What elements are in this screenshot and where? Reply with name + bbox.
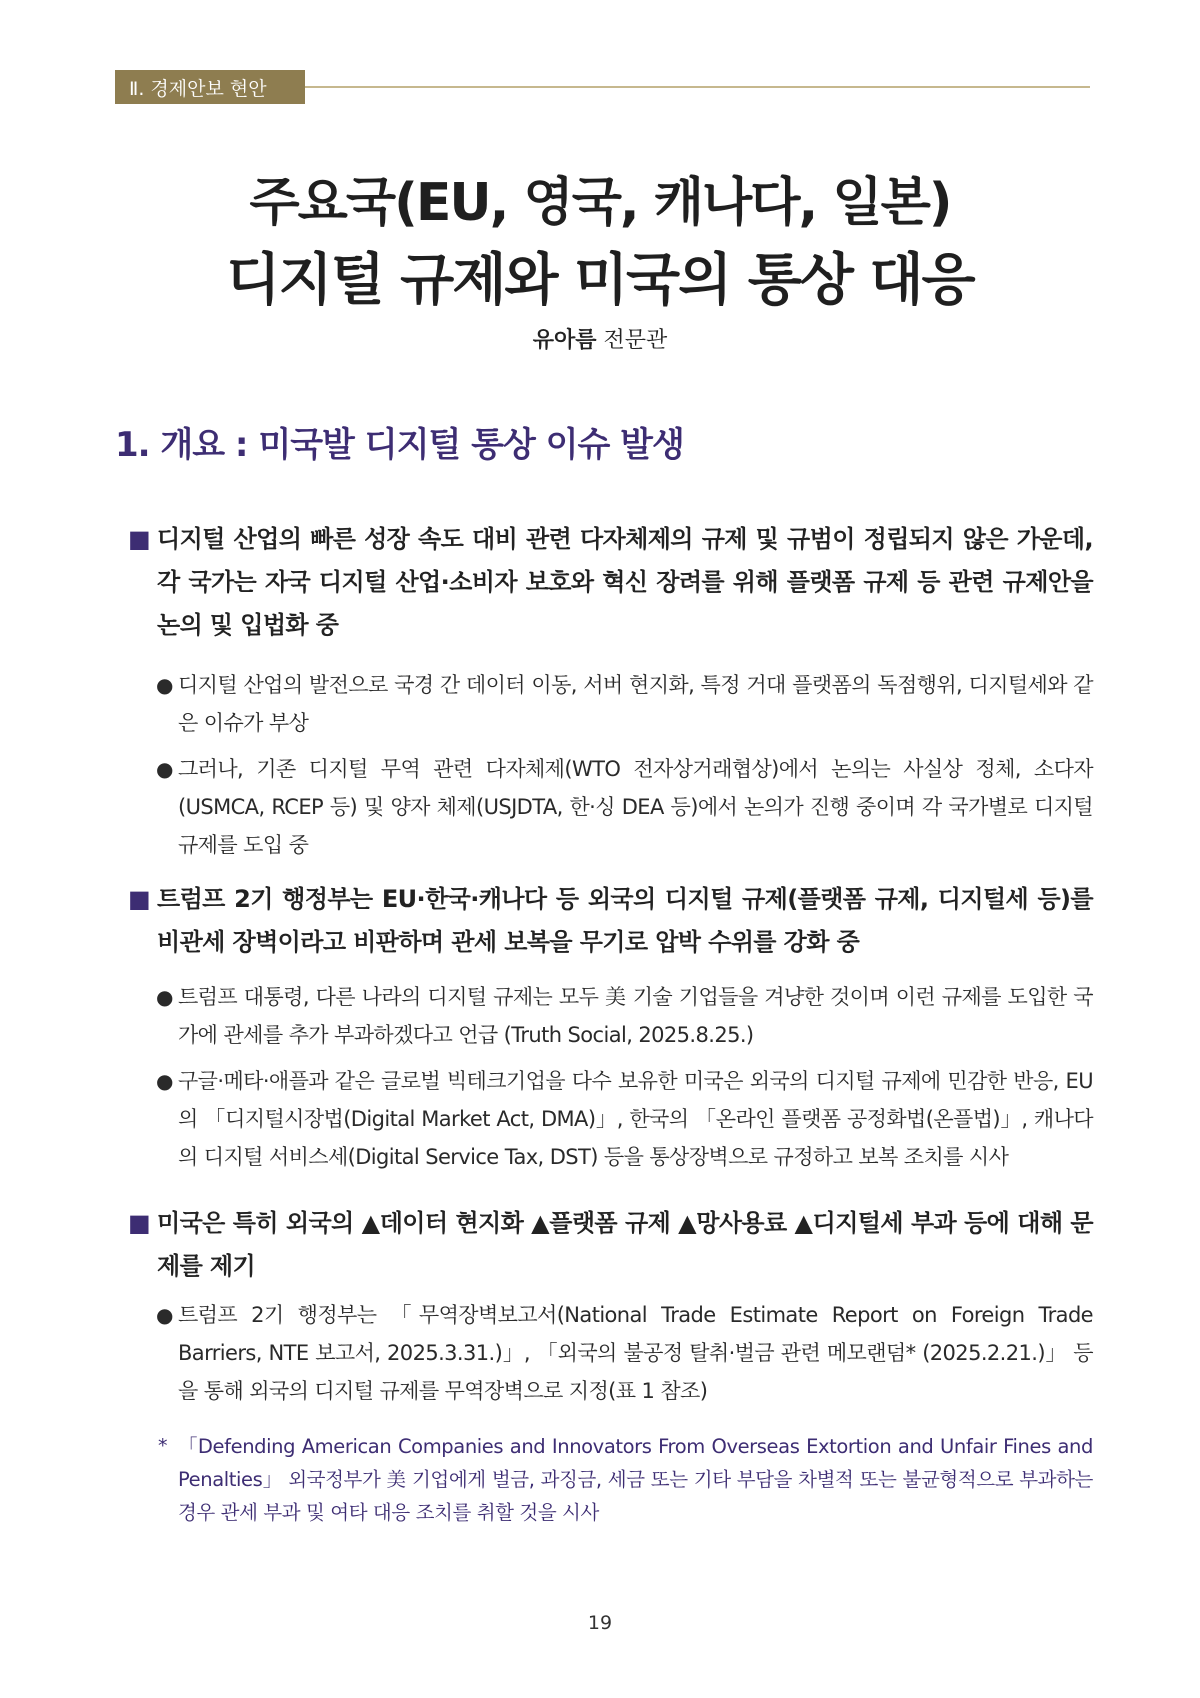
- square-bullet-icon: ■: [128, 525, 151, 553]
- footnote: 「Defending American Companies and Innovators From Overseas Extortion and Unfair Fines and Penalties」 외국정부가 美 기업에게 벌금, 과징금, 세금 또는 기타 부담을 차별적 또는 불균형적으로 부과하는 경우 관세 부과 및 여타 대응 조치를 취할 것을 시사: [178, 1435, 1093, 1524]
- header-divider: [305, 86, 1090, 88]
- dot-bullet-icon: ●: [156, 1069, 174, 1093]
- main-point: 미국은 특히 외국의 ▲데이터 현지화 ▲플랫폼 규제 ▲망사용료 ▲디지털세 부과 등에 대해 문제를 제기: [157, 1209, 1093, 1280]
- page-title-line-1: 주요국(EU, 영국, 캐나다, 일본): [249, 173, 951, 233]
- section-heading: 1. 개요 : 미국발 디지털 통상 이슈 발생: [115, 425, 684, 465]
- section-header-tag: Ⅱ. 경제안보 현안: [115, 70, 305, 104]
- sub-point: 트럼프 2기 행정부는 「무역장벽보고서(National Trade Estimate Report on Foreign Trade Barriers, NTE 보고서, 2025.3.31.)」, 「외국의 불공정 탈취·벌금 관련 메모랜덤* (2025.2.21.)」 등을 통해 외국의 디지털 규제를 무역장벽으로 지정(표 1 참조): [178, 1303, 1093, 1403]
- main-point: 트럼프 2기 행정부는 EU·한국·캐나다 등 외국의 디지털 규제(플랫폼 규제, 디지털세 등)를 비관세 장벽이라고 비판하며 관세 보복을 무기로 압박 수위를 강화 중: [157, 885, 1093, 956]
- page-number: 19: [587, 1612, 613, 1634]
- sub-point: 구글·메타·애플과 같은 글로벌 빅테크기업을 다수 보유한 미국은 외국의 디지털 규제에 민감한 반응, EU의 「디지털시장법(Digital Market Act, DMA)」, 한국의 「온라인 플랫폼 공정화법(온플법)」, 캐나다의 디지털 서비스세(Digital Service Tax, DST) 등을 통상장벽으로 규정하고 보복 조치를 시사: [178, 1069, 1093, 1169]
- dot-bullet-icon: ●: [156, 757, 174, 781]
- sub-point: 그러나, 기존 디지털 무역 관련 다자체제(WTO 전자상거래협상)에서 논의는 사실상 정체, 소다자(USMCA, RCEP 등) 및 양자 체제(USJDTA, 한·싱 DEA 등)에서 논의가 진행 중이며 각 국가별로 디지털 규제를 도입 중: [178, 757, 1093, 857]
- footnote-marker: *: [158, 1435, 168, 1457]
- sub-point: 트럼프 대통령, 다른 나라의 디지털 규제는 모두 美 기술 기업들을 겨냥한 것이며 이런 규제를 도입한 국가에 관세를 추가 부과하겠다고 언급 (Truth Social, 2025.8.25.): [178, 985, 1093, 1047]
- author: [0, 326, 1200, 356]
- dot-bullet-icon: ●: [156, 985, 174, 1009]
- page-title-line-2: 디지털 규제와 미국의 통상 대응: [226, 248, 974, 313]
- dot-bullet-icon: ●: [156, 1303, 174, 1327]
- main-point: 디지털 산업의 빠른 성장 속도 대비 관련 다자체제의 규제 및 규범이 정립되지 않은 가운데, 각 국가는 자국 디지털 산업·소비자 보호와 혁신 장려를 위해 플랫폼 규제 등 관련 규제안을 논의 및 입법화 중: [157, 525, 1093, 639]
- dot-bullet-icon: ●: [156, 673, 174, 697]
- sub-point: 디지털 산업의 발전으로 국경 간 데이터 이동, 서버 현지화, 특정 거대 플랫폼의 독점행위, 디지털세와 같은 이슈가 부상: [178, 673, 1093, 735]
- square-bullet-icon: ■: [128, 885, 151, 913]
- square-bullet-icon: ■: [128, 1209, 151, 1237]
- author-role: 전문관: [603, 328, 668, 353]
- author-name: 유아름: [532, 328, 597, 353]
